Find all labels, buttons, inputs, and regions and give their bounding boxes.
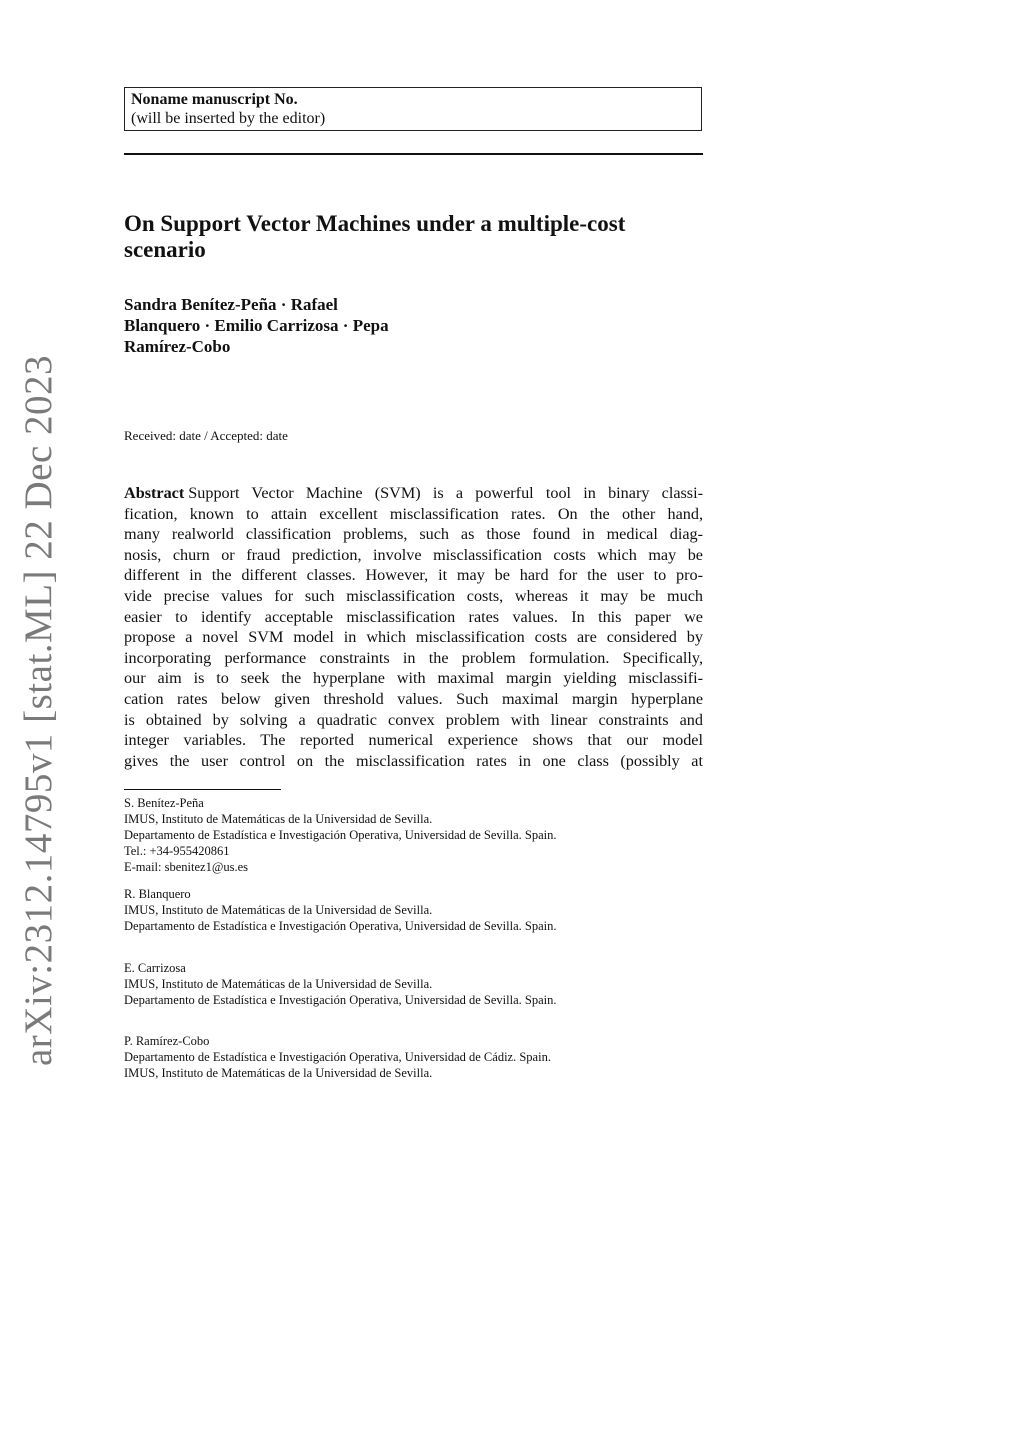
abstract [124, 483, 703, 771]
affiliation-line: IMUS, Instituto de Matemáticas de la Universidad de Sevilla. [124, 903, 433, 917]
manuscript-label: Noname manuscript No. [131, 91, 298, 108]
affiliation-name: R. Blanquero [124, 887, 191, 901]
abstract-line: incorporating performance constraints in the problem formulation. Specifically, [124, 648, 703, 667]
footnote-rule [124, 789, 281, 790]
author-list [124, 294, 484, 357]
abstract-line: nosis, churn or fraud prediction, involve misclassification costs which may be [124, 545, 703, 564]
affiliation-name: P. Ramírez-Cobo [124, 1034, 210, 1048]
affiliation-name: E. Carrizosa [124, 961, 186, 975]
manuscript-number-box [124, 87, 702, 131]
affiliation-name: S. Benítez-Peña [124, 796, 204, 810]
abstract-line: easier to identify acceptable misclassification rates values. In this paper we [124, 607, 703, 626]
affiliation-blanquero [124, 886, 724, 934]
affiliation-line: IMUS, Instituto de Matemáticas de la Universidad de Sevilla. [124, 812, 433, 826]
abstract-line: cation rates below given threshold values. Such maximal margin hyperplane [124, 689, 703, 708]
arxiv-side-stamp: arXiv:2312.14795v1 [stat.ML] 22 Dec 2023 [17, 354, 60, 1066]
header-rule [124, 153, 703, 155]
abstract-line: is obtained by solving a quadratic convex problem with linear constraints and [124, 710, 703, 729]
abstract-line: different in the different classes. However, it may be hard for the user to pro- [124, 566, 703, 585]
manuscript-note: (will be inserted by the editor) [131, 110, 326, 127]
affiliation-line: Tel.: +34-955420861 [124, 844, 230, 858]
abstract-text: Support Vector Machine (SVM) is a powerful tool in binary classi- [188, 484, 703, 502]
affiliation-line: E-mail: sbenitez1@us.es [124, 860, 248, 874]
affiliation-carrizosa [124, 960, 724, 1008]
affiliation-line: Departamento de Estadística e Investigación Operativa, Universidad de Sevilla. Spain. [124, 919, 557, 933]
affiliation-ramirez-cobo [124, 1033, 724, 1081]
affiliation-line: Departamento de Estadística e Investigación Operativa, Universidad de Sevilla. Spain. [124, 993, 557, 1007]
affiliation-line: Departamento de Estadística e Investigación Operativa, Universidad de Cádiz. Spain. [124, 1050, 551, 1064]
title-line: On Support Vector Machines under a multiple-cost [124, 211, 626, 236]
affiliation-line: Departamento de Estadística e Investigación Operativa, Universidad de Sevilla. Spain. [124, 828, 557, 842]
received-accepted-dates: Received: date / Accepted: date [124, 428, 288, 443]
abstract-line: fication, known to attain excellent misclassification rates. On the other hand, [124, 504, 703, 523]
affiliation-line: IMUS, Instituto de Matemáticas de la Universidad de Sevilla. [124, 977, 433, 991]
title-line: scenario [124, 237, 206, 262]
author-line: Blanquero · Emilio Carrizosa · Pepa [124, 316, 389, 335]
abstract-label: Abstract [124, 484, 185, 502]
abstract-line: vide precise values for such misclassification costs, whereas it may be much [124, 586, 703, 605]
affiliation-benitez-pena [124, 795, 724, 875]
abstract-line: our aim is to seek the hyperplane with maximal margin yielding misclassifi- [124, 669, 703, 688]
author-line: Ramírez-Cobo [124, 337, 231, 356]
abstract-line: integer variables. The reported numerical experience shows that our model [124, 731, 703, 750]
abstract-line: many realworld classification problems, such as those found in medical diag- [124, 525, 703, 544]
paper-title [124, 211, 724, 263]
abstract-line [124, 483, 703, 504]
author-line: Sandra Benítez-Peña · Rafael [124, 295, 338, 314]
affiliation-line: IMUS, Instituto de Matemáticas de la Universidad de Sevilla. [124, 1066, 433, 1080]
abstract-line: propose a novel SVM model in which misclassification costs are considered by [124, 628, 703, 647]
abstract-line: gives the user control on the misclassification rates in one class (possibly at [124, 751, 703, 770]
